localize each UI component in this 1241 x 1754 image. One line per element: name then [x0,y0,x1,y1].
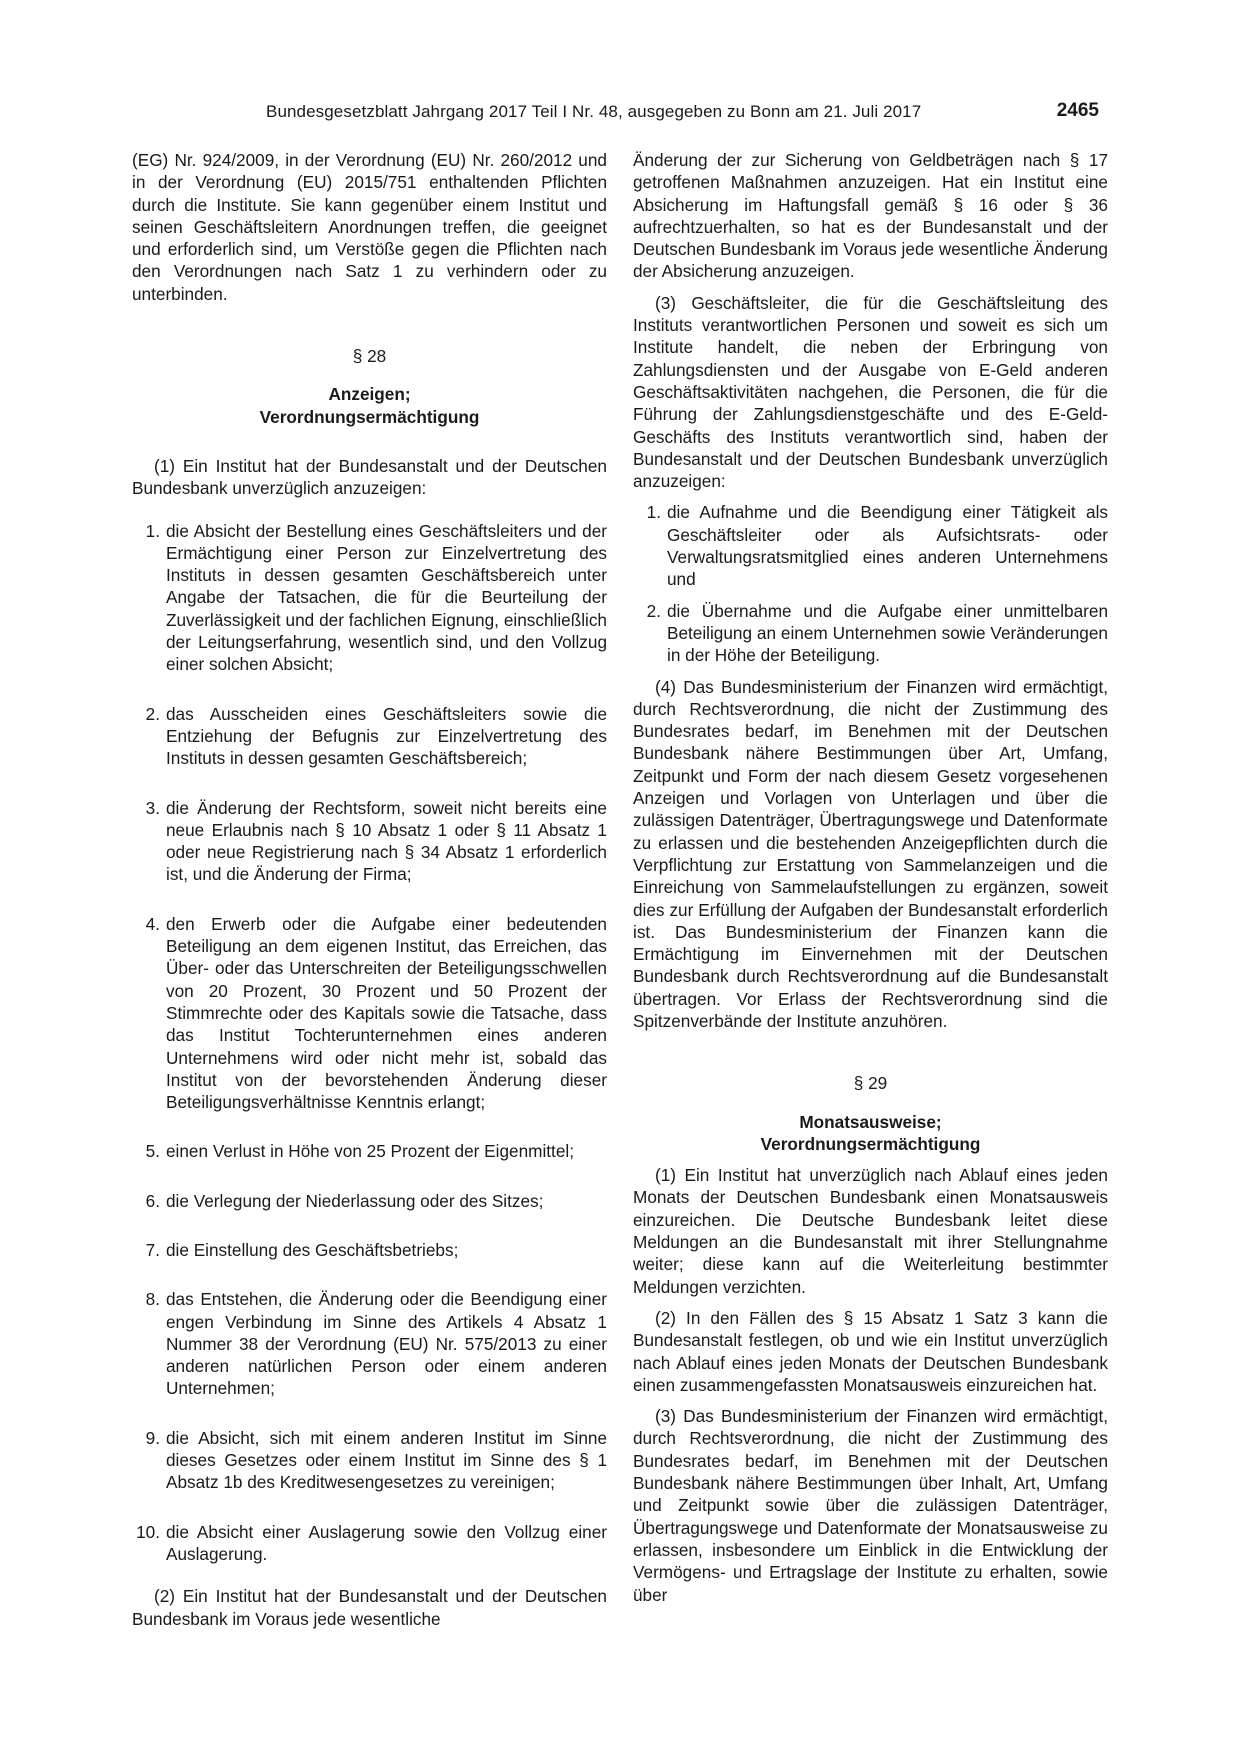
list-item [132,1288,607,1399]
list-item-text: das Entstehen, die Änderung oder die Beendigung einer engen Verbindung im Sinne des Artikels 4 Absatz 1 Nummer 38 der Verordnung (EU) Nr. 575/2013 zu einer anderen natürlichen Person oder einem anderen Unternehmen; [166,1289,607,1399]
section-28-list [132,520,607,1566]
page-number: 2465 [1056,100,1099,121]
list-item-number: 2. [646,600,661,621]
list-item [132,1190,607,1212]
page-header [132,100,1099,128]
list-item-text: die Absicht, sich mit einem anderen Institut im Sinne dieses Gesetzes oder einem Institut im Sinne des § 1 Absatz 1b des Kreditwesengesetzes zu vereinigen; [166,1427,607,1493]
section-28-abs2: (2) Ein Institut hat der Bundesanstalt und der Deutschen Bundesbank im Voraus jede wesentliche [132,1586,607,1629]
list-item-number: 9. [145,1427,160,1448]
list-item-text: die Absicht einer Auslagerung sowie den Vollzug einer Auslagerung. [166,1521,607,1564]
section-28-symbol: § 28 [352,346,387,367]
section-28-abs3-list [633,501,1108,666]
section-28-title [132,383,607,428]
section-29-abs3: (3) Das Bundesministerium der Finanzen wird ermächtigt, durch Rechtsverordnung, die nicht der Zustimmung des Bundesrates bedarf, im Benehmen mit der Deutschen Bundesbank nähere Bestimmungen über Inhalt, Art, Umfang und Zeitpunkt sowie über die zulässigen Datenträger, Übertragungswege und Datenformate der Monatsausweise zu erlassen, insbesondere um Einblick in die Entwicklung der Vermögens- und Ertragslage der Institute zu erhalten, sowie über [633,1406,1108,1605]
list-item-text: die Absicht der Bestellung eines Geschäftsleiters und der Ermächtigung einer Person zur Einzelvertretung des Instituts in dessen gesamten Geschäftsbereich unter Angabe der Tatsachen, die für die Beurteilung der Zuverlässigkeit und der fachlichen Eignung, einschließlich der Leitungserfahrung, wesentlich sind, und den Vollzug einer solchen Absicht; [166,520,607,675]
list-item-number: 10. [136,1521,160,1542]
section-29-title-line2: Verordnungsermächtigung [760,1133,981,1154]
section-28-abs1: (1) Ein Institut hat der Bundesanstalt und der Deutschen Bundesbank unverzüglich anzuzeigen: [132,455,607,499]
right-column [633,149,1108,1606]
list-item-text: die Übernahme und die Aufgabe einer unmittelbaren Beteiligung an einem Unternehmen sowie Veränderungen in der Höhe der Beteiligung. [667,600,1108,666]
list-item [132,797,607,886]
list-item-text: das Ausscheiden eines Geschäftsleiters sowie die Entziehung der Befugnis zur Einzelvertretung des Instituts in dessen gesamten Geschäftsbereich; [166,703,607,769]
section-28-title-line2: Verordnungsermächtigung [259,406,480,427]
header-title: Bundesgesetzblatt Jahrgang 2017 Teil I Nr. 48, ausgegeben zu Bonn am 21. Juli 2017 [266,102,922,121]
section-29-abs2: (2) In den Fällen des § 15 Absatz 1 Satz 3 kann die Bundesanstalt festlegen, ob und wie ein Institut unverzüglich nach Ablauf eines jeden Monats der Deutschen Bundesbank einen zusammengefassten Monatsausweis einzureichen hat. [633,1307,1108,1395]
list-item-text: die Änderung der Rechtsform, soweit nicht bereits eine neue Erlaubnis nach § 10 Absatz 1 oder § 11 Absatz 1 oder neue Registrierung nach § 34 Absatz 1 erforderlich ist, und die Änderung der Firma; [166,797,607,885]
section-28-title-line1: Anzeigen; [328,384,411,405]
list-item-number: 3. [145,797,160,818]
section-29-title-line1: Monatsausweise; [799,1111,942,1132]
list-item [633,501,1108,590]
section-28-abs2-continued: Änderung der zur Sicherung von Geldbeträgen nach § 17 getroffenen Maßnahmen anzuzeigen. Hat ein Institut eine Absicherung im Haftungsfall gemäß § 16 oder § 36 aufrechtzuerhalten, so hat es der Bundesanstalt und der Deutschen Bundesbank im Voraus jede wesentliche Änderung der Absicherung anzuzeigen. [633,150,1108,282]
list-item [132,1427,607,1494]
list-item-number: 4. [145,913,160,934]
list-item-number: 8. [145,1289,160,1310]
list-item-number: 6. [145,1190,160,1211]
list-item [132,1521,607,1566]
list-item [633,600,1108,667]
section-29-abs1: (1) Ein Institut hat unverzüglich nach Ablauf eines jeden Monats der Deutschen Bundesbank einen Monatsausweis einzureichen. Die Deutsche Bundesbank leitet diese Meldungen an die Bundesanstalt mit ihrer Stellungnahme weiter; diese kann auf die Weiterleitung bestimmter Meldungen verzichten. [633,1165,1108,1297]
section-29-title [633,1111,1108,1156]
list-item [132,520,607,676]
list-item-number: 7. [145,1239,160,1260]
list-item-number: 2. [145,703,160,724]
list-item [132,703,607,770]
section-29-symbol: § 29 [853,1073,888,1094]
list-item-text: die Verlegung der Niederlassung oder des Sitzes; [166,1190,544,1211]
list-item-number: 1. [646,502,661,523]
section-28-abs3: (3) Geschäftsleiter, die für die Geschäftsleitung des Instituts verantwortlichen Personen und soweit es sich um Institute handelt, die neben der Erbringung von Zahlungsdiensten und der Ausgabe von E-Geld anderen Geschäftsaktivitäten nachgehen, die Personen, die für die Führung der Zahlungsdienstgeschäfte und des E-Geld-Geschäfts des Instituts verantwortlich sind, haben der Bundesanstalt und der Deutschen Bundesbank unverzüglich anzuzeigen: [633,292,1108,492]
list-item-number: 5. [145,1141,160,1162]
list-item-number: 1. [145,520,160,541]
list-item-text: die Einstellung des Geschäftsbetriebs; [166,1239,459,1260]
list-item [132,1239,607,1261]
left-column [132,149,607,1630]
list-item [132,913,607,1114]
list-item [132,1140,607,1162]
section-28-abs4: (4) Das Bundesministerium der Finanzen wird ermächtigt, durch Rechtsverordnung, die nicht der Zustimmung des Bundesrates bedarf, im Benehmen mit der Deutschen Bundesbank nähere Bestimmungen über Art, Umfang, Zeitpunkt und Form der nach diesem Gesetz vorgesehenen Anzeigen und Vorlagen von Unterlagen und über die zulässigen Datenträger, Übertragungswege und Datenformate zu erlassen und die bestehenden Anzeigepflichten durch die Verpflichtung zur Erstattung von Sammelanzeigen und die Einreichung von Sammelaufstellungen zu ergänzen, soweit dies zur Erfüllung der Aufgaben der Bundesanstalt erforderlich ist. Das Bundesministerium der Finanzen kann die Ermächtigung im Einvernehmen mit der Deutschen Bundesbank durch Rechtsverordnung auf die Bundesanstalt übertragen. Vor Erlass der Rechtsverordnung sind die Spitzenverbände der Institute anzuhören. [633,676,1108,1031]
intro-paragraph: (EG) Nr. 924/2009, in der Verordnung (EU) Nr. 260/2012 und in der Verordnung (EU) 2015/751 enthaltenden Pflichten durch die Institute. Sie kann gegenüber einem Institut und seinen Geschäftsleitern Anordnungen treffen, die geeignet und erforderlich sind, um Verstöße gegen die Pflichten nach den Verordnungen nach Satz 1 zu verhindern oder zu unterbinden. [132,150,607,304]
list-item-text: den Erwerb oder die Aufgabe einer bedeutenden Beteiligung an dem eigenen Institut, das Erreichen, das Über- oder das Unterschreiten der Beteiligungsschwellen von 20 Prozent, 30 Prozent und 50 Prozent der Stimmrechte oder des Kapitals sowie die Tatsache, dass das Institut Tochterunternehmen eines anderen Unternehmens wird oder nicht mehr ist, sobald das Institut von der bevorstehenden Änderung dieser Beteiligungsverhältnisse Kenntnis erlangt; [166,913,607,1113]
list-item-text: die Aufnahme und die Beendigung einer Tätigkeit als Geschäftsleiter oder als Aufsichtsrats- oder Verwaltungsratsmitglied eines anderen Unternehmens und [667,502,1108,590]
list-item-text: einen Verlust in Höhe von 25 Prozent der Eigenmittel; [166,1141,574,1162]
